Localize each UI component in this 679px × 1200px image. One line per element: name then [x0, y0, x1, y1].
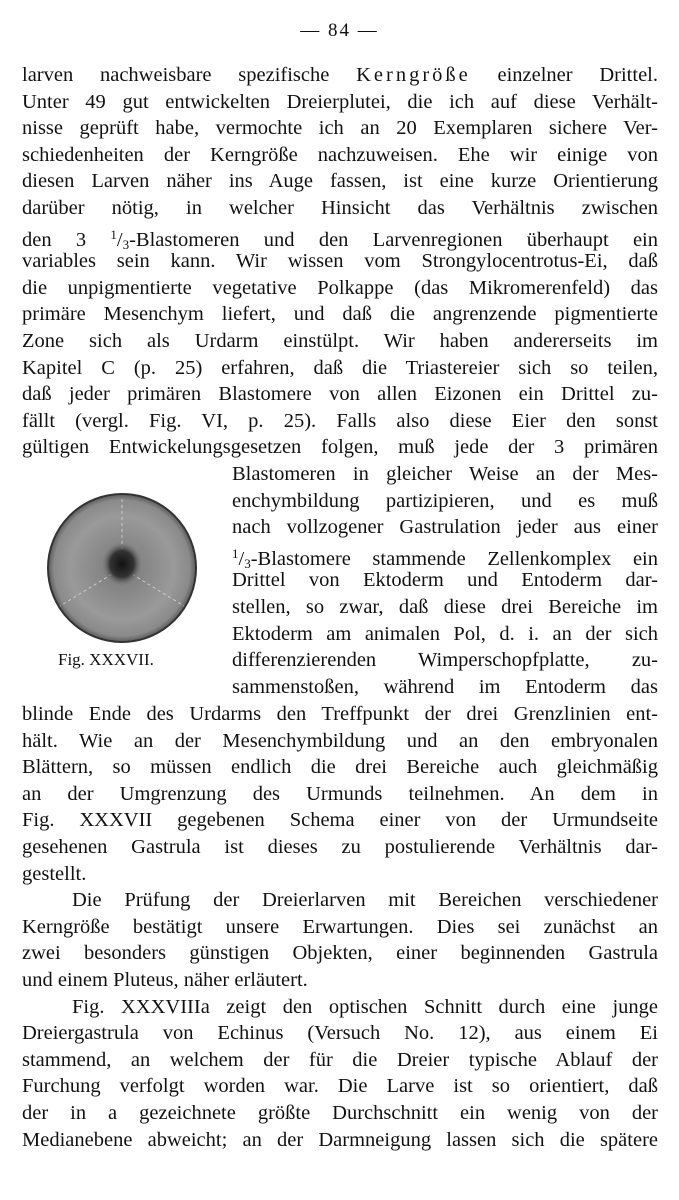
text-line: differenzierenden Wimperschopfplatte, zu- — [232, 649, 658, 672]
text-fragment: Kerngröße — [356, 64, 471, 86]
text-line: der in a gezeichnete größte Durchschnitt ein wenig von der — [22, 1102, 658, 1124]
text-line: Kerngröße bestätigt unsere Erwartungen. Dies sei zunächst an — [22, 915, 658, 938]
text-line: Die Prüfung der Dreierlarven mit Bereichen verschiedener — [72, 889, 658, 912]
text-line: diesen Larven näher ins Auge fassen, ist eine kurze Orientierung — [22, 170, 658, 193]
text-line: die unpigmentierte vegetative Polkappe (das Mikromerenfeld) das — [22, 276, 658, 299]
text-fragment: 1 — [110, 226, 117, 242]
text-line: variables sein kann. Wir wissen vom Strongylocentrotus-Ei, daß — [22, 250, 658, 273]
text-line — [22, 222, 658, 252]
text-line: gestellt. — [22, 862, 87, 885]
fraction-slash: / — [238, 547, 245, 570]
text-line: Blättern, so müssen endlich die drei Bereiche auch gleichmäßig — [22, 756, 658, 779]
text-line: fällt (vergl. Fig. VI, p. 25). Falls also diese Eier den sonst — [22, 409, 658, 432]
text-fragment: den 3 — [22, 228, 111, 251]
page-number: — 84 — — [300, 20, 379, 41]
text-line: daß jeder primären Blastomere von allen Eizonen ein Drittel zu- — [22, 383, 658, 406]
text-line: nach vollzogener Gastrulation jeder aus einer — [232, 516, 658, 539]
text-line: gültigen Entwickelungsgesetzen folgen, muß jede der 3 primären — [22, 436, 658, 459]
text-line: nisse geprüft habe, vermochte ich an 20 Exemplaren sichere Ver- — [22, 117, 658, 140]
text-fragment: 3 — [122, 236, 130, 252]
text-fragment: larven nachweisbare spezifische — [22, 64, 357, 86]
text-line: darüber nötig, in welcher Hinsicht das Verhältnis zwischen — [22, 197, 658, 219]
text-line: Drittel von Ektoderm und Entoderm dar- — [232, 569, 658, 592]
text-line: und einem Pluteus, näher erläutert. — [22, 969, 308, 991]
text-fragment: 3 — [244, 555, 251, 571]
gastrula-schema-image — [42, 488, 202, 648]
text-line: blinde Ende des Urdarms den Treffpunkt der drei Grenzlinien ent- — [22, 703, 658, 725]
text-line: Blastomeren in gleicher Weise an der Mes- — [232, 463, 658, 485]
text-line: zwei besonders günstigen Objekten, einer beginnenden Gastrula — [22, 942, 658, 965]
text-line — [22, 62, 658, 88]
text-line: Fig. XXXVIIIa zeigt den optischen Schnitt durch eine junge — [72, 995, 658, 1018]
text-line: gesehenen Gastrula ist dieses zu postulierende Verhältnis dar- — [22, 836, 658, 858]
text-line: Furchung verfolgt worden war. Die Larve ist so orientiert, daß — [22, 1075, 658, 1098]
text-line: Fig. XXXVII gegebenen Schema einer von der Urmundseite — [22, 809, 658, 832]
text-fragment: -Blastomeren und den Larvenregionen überhaupt ein — [129, 228, 658, 251]
text-line — [232, 541, 658, 571]
text-line: stammend, an welchem der für die Dreier typische Ablauf der — [22, 1048, 658, 1071]
text-fragment: -Blastomere stammende Zellenkomplex ein — [250, 547, 658, 570]
text-line: stellen, so zwar, daß diese drei Bereiche im — [232, 596, 658, 618]
text-line: sammenstoßen, während im Entoderm das — [232, 675, 658, 698]
figure-gastrula-diagram — [42, 488, 202, 648]
text-line: an der Umgrenzung des Urmunds teilnehmen. An dem in — [22, 782, 658, 805]
fraction-slash: / — [116, 228, 123, 251]
text-line: Ektoderm am animalen Pol, d. i. an der sich — [232, 622, 658, 645]
text-line: Kapitel C (p. 25) erfahren, daß die Triastereier sich so teilen, — [22, 356, 658, 379]
text-line: Medianebene abweicht; an der Darmneigung lassen sich die spätere — [22, 1128, 658, 1151]
text-line: Zone sich als Urdarm einstülpt. Wir haben andererseits im — [22, 330, 658, 352]
text-line: Dreiergastrula von Echinus (Versuch No. 12), aus einem Ei — [22, 1022, 658, 1045]
text-line: enchymbildung partizipieren, und es muß — [232, 489, 658, 512]
text-line: hält. Wie an der Mesenchymbildung und an den embryonalen — [22, 729, 658, 752]
text-fragment: einzelner Drittel. — [470, 64, 658, 86]
text-line: schiedenheiten der Kerngröße nachzuweisen. Ehe wir einige von — [22, 143, 658, 166]
text-fragment: 1 — [232, 545, 239, 561]
text-line: primäre Mesenchym liefert, und daß die angrenzende pigmentierte — [22, 303, 658, 326]
text-line: Unter 49 gut entwickelten Dreierplutei, die ich auf diese Verhält- — [22, 90, 658, 113]
figure-caption: Fig. XXXVII. — [58, 650, 154, 669]
